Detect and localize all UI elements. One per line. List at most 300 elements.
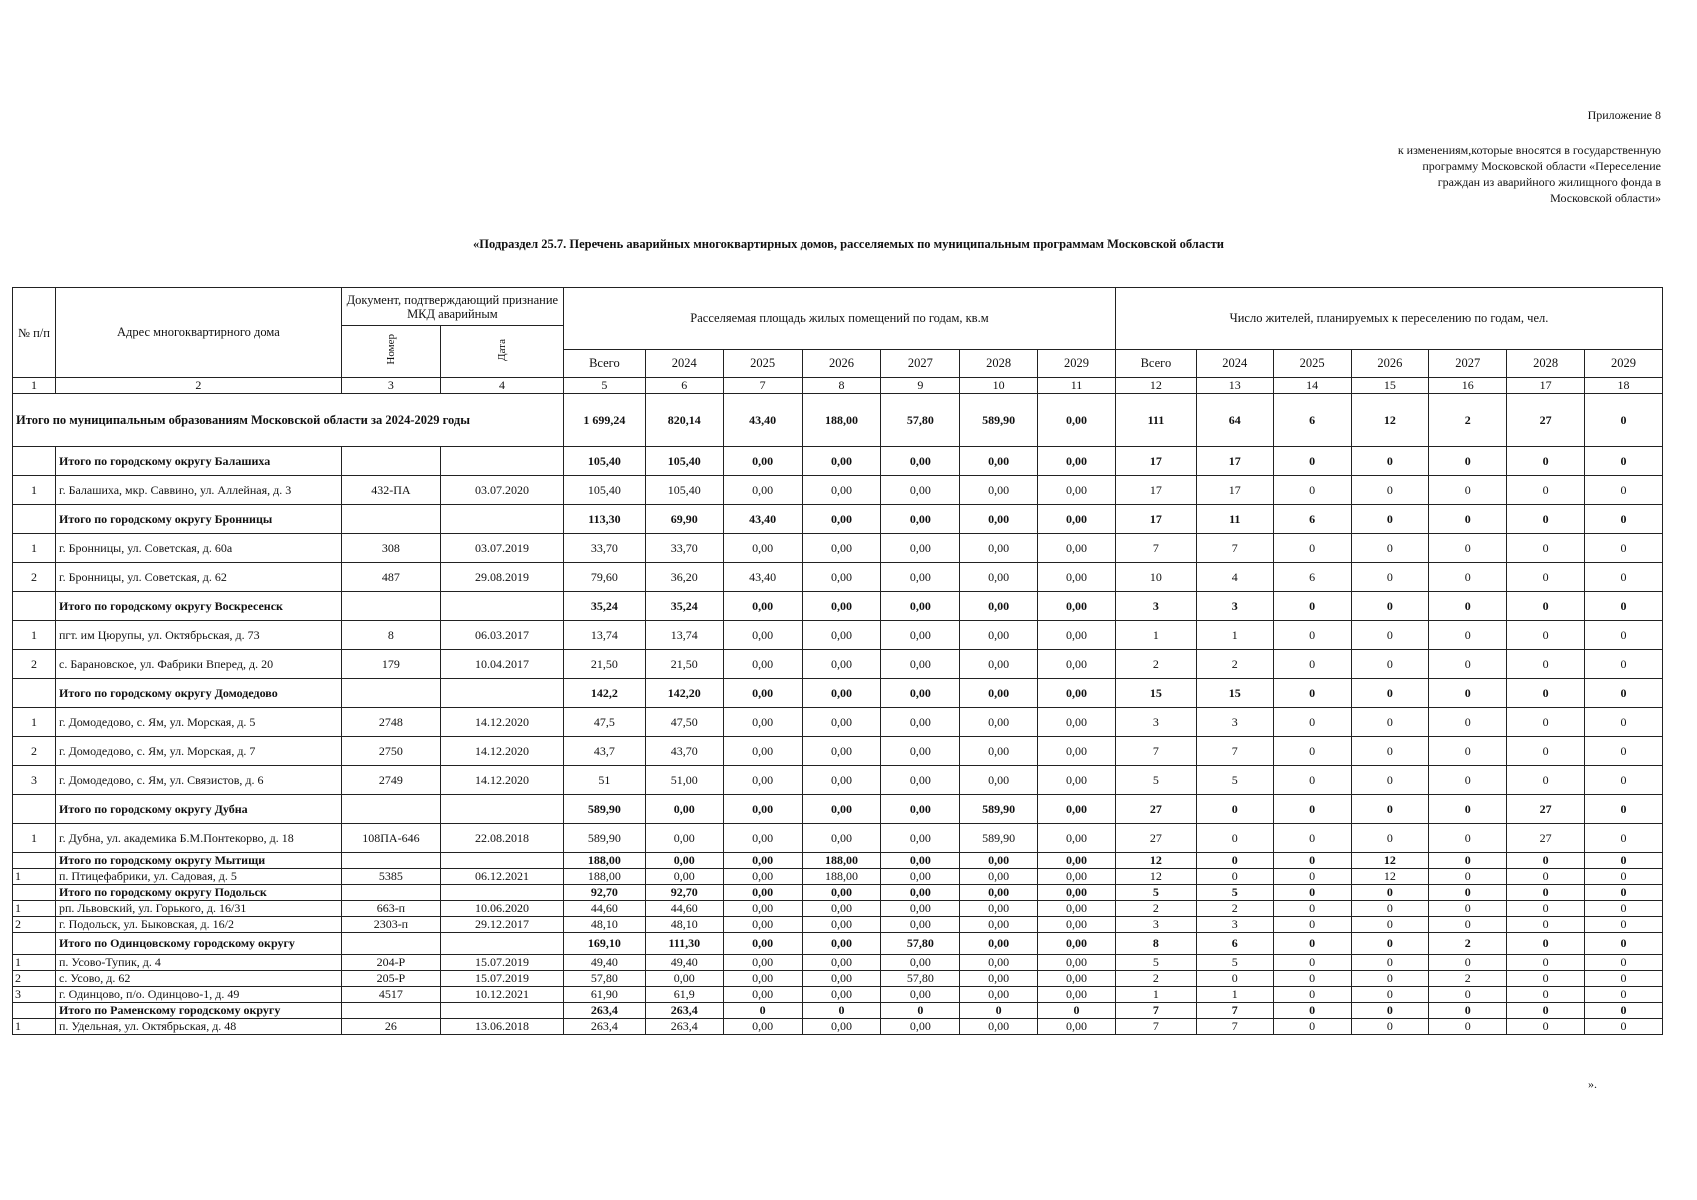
area-cell: 188,00 (563, 853, 645, 869)
area-cell: 0,00 (1038, 869, 1116, 885)
area-cell: 188,00 (802, 853, 881, 869)
area-cell: 0,00 (960, 901, 1038, 917)
row-num-cell: 3 (13, 987, 56, 1003)
residents-cell: 0 (1507, 447, 1585, 476)
area-cell: 0,00 (1038, 917, 1116, 933)
docdate-cell: 03.07.2019 (441, 534, 564, 563)
area-cell: 0,00 (723, 447, 802, 476)
area-cell: 0,00 (881, 824, 960, 853)
residents-cell: 0 (1507, 971, 1585, 987)
area-cell: 33,70 (645, 534, 723, 563)
area-cell: 111,30 (645, 933, 723, 955)
area-cell: 0,00 (802, 737, 881, 766)
area-cell: 0,00 (881, 869, 960, 885)
row-num-cell: 1 (13, 1019, 56, 1035)
area-cell: 0,00 (802, 766, 881, 795)
residents-cell: 0 (1507, 853, 1585, 869)
area-cell: 43,40 (723, 563, 802, 592)
area-cell: 0,00 (1038, 394, 1116, 447)
area-cell: 0 (802, 1003, 881, 1019)
residents-cell: 12 (1351, 853, 1429, 869)
area-cell: 589,90 (960, 795, 1038, 824)
docdate-cell: 13.06.2018 (441, 1019, 564, 1035)
address-cell: п. Птицефабрики, ул. Садовая, д. 5 (56, 869, 342, 885)
docdate-cell: 29.12.2017 (441, 917, 564, 933)
residents-cell: 0 (1273, 708, 1351, 737)
column-number: 13 (1196, 378, 1273, 394)
address-cell: г. Домодедово, с. Ям, ул. Морская, д. 7 (56, 737, 342, 766)
row-num-cell: 2 (13, 650, 56, 679)
residents-cell: 0 (1584, 650, 1662, 679)
residents-cell: 5 (1196, 885, 1273, 901)
residents-cell: 0 (1273, 1019, 1351, 1035)
docdate-cell (441, 592, 564, 621)
area-cell: 57,80 (563, 971, 645, 987)
area-cell: 0,00 (802, 955, 881, 971)
docdate-cell: 15.07.2019 (441, 955, 564, 971)
residents-year-header: Всего (1115, 350, 1196, 378)
area-cell: 0,00 (723, 955, 802, 971)
area-cell: 57,80 (881, 971, 960, 987)
residents-cell: 0 (1429, 766, 1507, 795)
address-cell: г. Одинцово, п/о. Одинцово-1, д. 49 (56, 987, 342, 1003)
area-cell: 0,00 (960, 534, 1038, 563)
column-number: 11 (1038, 378, 1116, 394)
residents-cell: 7 (1196, 1019, 1273, 1035)
residents-cell: 0 (1429, 447, 1507, 476)
area-cell: 92,70 (563, 885, 645, 901)
table-row (13, 534, 1663, 563)
residents-cell: 0 (1429, 853, 1507, 869)
residents-year-header: 2027 (1429, 350, 1507, 378)
residents-cell: 0 (1507, 563, 1585, 592)
residents-cell: 0 (1273, 901, 1351, 917)
area-cell: 0,00 (802, 650, 881, 679)
area-cell: 0,00 (1038, 971, 1116, 987)
area-cell: 0,00 (723, 592, 802, 621)
document-title: «Подраздел 25.7. Перечень аварийных многоквартирных домов, расселяемых по муниципальным программам Московской области (473, 237, 1224, 251)
area-cell: 142,2 (563, 679, 645, 708)
docnum-cell: 487 (341, 563, 440, 592)
column-number-row (13, 378, 1663, 394)
area-cell: 0,00 (960, 1019, 1038, 1035)
docdate-cell: 10.04.2017 (441, 650, 564, 679)
residents-cell: 0 (1429, 476, 1507, 505)
residents-cell: 8 (1115, 933, 1196, 955)
row-num-cell: 1 (13, 476, 56, 505)
area-cell: 0,00 (1038, 933, 1116, 955)
residents-cell: 5 (1115, 885, 1196, 901)
residents-cell: 0 (1351, 1019, 1429, 1035)
residents-year-header: 2024 (1196, 350, 1273, 378)
residents-cell: 0 (1429, 737, 1507, 766)
residents-cell: 0 (1584, 853, 1662, 869)
residents-cell: 12 (1115, 853, 1196, 869)
residents-cell: 2 (1115, 901, 1196, 917)
row-num-cell (13, 592, 56, 621)
residents-cell: 7 (1196, 1003, 1273, 1019)
residents-cell: 0 (1273, 987, 1351, 1003)
area-cell: 57,80 (881, 394, 960, 447)
note-line: Московской области» (1550, 191, 1661, 205)
area-cell: 0,00 (802, 592, 881, 621)
residents-cell: 0 (1507, 885, 1585, 901)
residents-cell: 0 (1584, 447, 1662, 476)
area-cell: 0,00 (881, 853, 960, 869)
area-cell: 0,00 (802, 679, 881, 708)
area-cell: 0,00 (1038, 621, 1116, 650)
appendix-label: Приложение 8 (1587, 108, 1661, 122)
area-cell: 0,00 (881, 592, 960, 621)
residents-cell: 0 (1351, 737, 1429, 766)
area-cell: 47,5 (563, 708, 645, 737)
column-number: 12 (1115, 378, 1196, 394)
area-cell: 13,74 (563, 621, 645, 650)
column-number: 6 (645, 378, 723, 394)
residents-year-header: 2026 (1351, 350, 1429, 378)
area-cell: 0,00 (960, 917, 1038, 933)
area-cell: 0,00 (1038, 708, 1116, 737)
houses-table (12, 287, 1663, 1035)
residents-cell: 0 (1429, 1003, 1507, 1019)
area-cell: 0,00 (802, 824, 881, 853)
residents-cell: 0 (1351, 766, 1429, 795)
area-cell: 0,00 (723, 853, 802, 869)
residents-cell: 0 (1273, 795, 1351, 824)
residents-cell: 0 (1507, 534, 1585, 563)
residents-cell: 0 (1351, 987, 1429, 1003)
area-cell: 0,00 (960, 885, 1038, 901)
residents-cell: 0 (1351, 933, 1429, 955)
area-cell: 0,00 (802, 534, 881, 563)
docdate-cell (441, 885, 564, 901)
docdate-cell (441, 933, 564, 955)
residents-cell: 0 (1584, 766, 1662, 795)
residents-cell: 12 (1115, 869, 1196, 885)
col-docdate-header (441, 326, 564, 378)
residents-cell: 0 (1584, 476, 1662, 505)
residents-cell: 0 (1351, 795, 1429, 824)
residents-cell: 3 (1196, 917, 1273, 933)
residents-cell: 10 (1115, 563, 1196, 592)
residents-cell: 0 (1273, 885, 1351, 901)
area-cell: 0,00 (802, 795, 881, 824)
area-cell: 0,00 (802, 1019, 881, 1035)
residents-cell: 0 (1351, 534, 1429, 563)
area-cell: 0,00 (960, 933, 1038, 955)
area-cell: 92,70 (645, 885, 723, 901)
note-line: к изменениям,которые вносятся в государственную (1397, 143, 1661, 157)
residents-cell: 0 (1507, 476, 1585, 505)
area-cell: 0,00 (881, 708, 960, 737)
area-cell: 169,10 (563, 933, 645, 955)
area-cell: 105,40 (563, 476, 645, 505)
residents-cell: 1 (1196, 621, 1273, 650)
subtotal-label: Итого по Раменскому городскому округу (56, 1003, 342, 1019)
residents-cell: 0 (1507, 505, 1585, 534)
area-cell: 0,00 (881, 766, 960, 795)
area-cell: 0 (960, 1003, 1038, 1019)
docdate-cell: 03.07.2020 (441, 476, 564, 505)
row-num-cell (13, 505, 56, 534)
area-cell: 43,7 (563, 737, 645, 766)
residents-cell: 0 (1429, 592, 1507, 621)
residents-cell: 6 (1273, 505, 1351, 534)
residents-cell: 7 (1115, 737, 1196, 766)
residents-cell: 111 (1115, 394, 1196, 447)
column-number: 15 (1351, 378, 1429, 394)
docnum-cell: 2748 (341, 708, 440, 737)
residents-cell: 0 (1429, 917, 1507, 933)
docdate-cell (441, 679, 564, 708)
docnum-cell: 5385 (341, 869, 440, 885)
address-cell: г. Подольск, ул. Быковская, д. 16/2 (56, 917, 342, 933)
area-cell: 0,00 (960, 766, 1038, 795)
residents-cell: 0 (1584, 534, 1662, 563)
residents-cell: 0 (1507, 955, 1585, 971)
residents-cell: 6 (1273, 563, 1351, 592)
residents-cell: 2 (1115, 650, 1196, 679)
table-row (13, 824, 1663, 853)
docdate-label: Дата (496, 338, 509, 361)
note-line: программу Московской области «Переселение (1422, 159, 1661, 173)
row-num-cell: 1 (13, 869, 56, 885)
area-cell: 105,40 (563, 447, 645, 476)
area-cell: 0,00 (723, 708, 802, 737)
subtotal-label: Итого по Одинцовскому городскому округу (56, 933, 342, 955)
row-num-cell (13, 933, 56, 955)
area-cell: 0,00 (1038, 766, 1116, 795)
area-cell: 0,00 (802, 901, 881, 917)
area-cell: 0,00 (723, 824, 802, 853)
area-cell: 0,00 (1038, 563, 1116, 592)
residents-cell: 0 (1351, 955, 1429, 971)
subtotal-row (13, 933, 1663, 955)
residents-cell: 7 (1115, 534, 1196, 563)
area-cell: 0,00 (1038, 505, 1116, 534)
residents-cell: 0 (1584, 987, 1662, 1003)
col-num-header: № п/п (13, 288, 56, 378)
area-cell: 44,60 (563, 901, 645, 917)
table-row (13, 737, 1663, 766)
residents-cell: 0 (1273, 917, 1351, 933)
grand-total-label: Итого по муниципальным образованиям Московской области за 2024-2029 годы (13, 394, 564, 447)
residents-cell: 0 (1507, 708, 1585, 737)
area-cell: 43,40 (723, 505, 802, 534)
residents-cell: 5 (1115, 955, 1196, 971)
residents-cell: 0 (1429, 885, 1507, 901)
residents-cell: 0 (1584, 563, 1662, 592)
table-row (13, 987, 1663, 1003)
residents-cell: 0 (1273, 621, 1351, 650)
area-cell: 0,00 (1038, 955, 1116, 971)
residents-cell: 0 (1196, 853, 1273, 869)
area-cell: 0,00 (960, 737, 1038, 766)
area-cell: 0,00 (802, 885, 881, 901)
area-cell: 79,60 (563, 563, 645, 592)
address-cell: г. Бронницы, ул. Советская, д. 60а (56, 534, 342, 563)
residents-cell: 0 (1351, 476, 1429, 505)
residents-cell: 4 (1196, 563, 1273, 592)
residents-cell: 0 (1507, 917, 1585, 933)
column-number: 4 (441, 378, 564, 394)
residents-cell: 0 (1507, 869, 1585, 885)
residents-cell: 0 (1273, 869, 1351, 885)
area-cell: 105,40 (645, 476, 723, 505)
area-cell: 0,00 (960, 708, 1038, 737)
residents-cell: 0 (1196, 971, 1273, 987)
area-cell: 0,00 (802, 971, 881, 987)
residents-cell: 6 (1273, 394, 1351, 447)
residents-cell: 0 (1507, 592, 1585, 621)
area-cell: 0,00 (1038, 476, 1116, 505)
area-year-header: 2026 (802, 350, 881, 378)
residents-cell: 0 (1196, 824, 1273, 853)
residents-cell: 0 (1584, 394, 1662, 447)
subtotal-row (13, 795, 1663, 824)
row-num-cell: 1 (13, 534, 56, 563)
residents-cell: 0 (1429, 679, 1507, 708)
table-row (13, 955, 1663, 971)
area-cell: 35,24 (645, 592, 723, 621)
docnum-cell: 2303-п (341, 917, 440, 933)
residents-cell: 3 (1196, 592, 1273, 621)
area-cell: 51,00 (645, 766, 723, 795)
col-docnum-header (341, 326, 440, 378)
residents-cell: 0 (1584, 592, 1662, 621)
row-num-cell: 2 (13, 971, 56, 987)
area-cell: 589,90 (563, 795, 645, 824)
area-cell: 0,00 (645, 795, 723, 824)
table-row (13, 563, 1663, 592)
area-year-header: 2027 (881, 350, 960, 378)
residents-cell: 5 (1115, 766, 1196, 795)
column-number: 17 (1507, 378, 1585, 394)
area-cell: 263,4 (645, 1019, 723, 1035)
residents-cell: 0 (1429, 708, 1507, 737)
area-cell: 0,00 (645, 853, 723, 869)
area-cell: 820,14 (645, 394, 723, 447)
table-row (13, 971, 1663, 987)
area-cell: 0,00 (960, 971, 1038, 987)
residents-cell: 0 (1507, 1003, 1585, 1019)
residents-cell: 0 (1351, 885, 1429, 901)
row-num-cell: 1 (13, 621, 56, 650)
column-number: 18 (1584, 378, 1662, 394)
row-num-cell (13, 679, 56, 708)
residents-cell: 5 (1196, 766, 1273, 795)
area-cell: 0,00 (802, 563, 881, 592)
docdate-cell: 06.12.2021 (441, 869, 564, 885)
residents-cell: 1 (1196, 987, 1273, 1003)
area-cell: 0,00 (723, 869, 802, 885)
docdate-cell: 10.06.2020 (441, 901, 564, 917)
residents-cell: 0 (1584, 1003, 1662, 1019)
docnum-cell (341, 795, 440, 824)
area-cell: 0,00 (960, 679, 1038, 708)
area-cell: 113,30 (563, 505, 645, 534)
residents-cell: 1 (1115, 987, 1196, 1003)
area-cell: 0,00 (1038, 679, 1116, 708)
residents-cell: 27 (1507, 394, 1585, 447)
area-cell: 0,00 (802, 933, 881, 955)
subtotal-row (13, 853, 1663, 869)
table-row (13, 621, 1663, 650)
area-cell: 0,00 (1038, 885, 1116, 901)
area-cell: 0,00 (881, 737, 960, 766)
area-cell: 0,00 (881, 505, 960, 534)
residents-cell: 3 (1115, 708, 1196, 737)
docnum-cell: 308 (341, 534, 440, 563)
area-year-header: Всего (563, 350, 645, 378)
area-cell: 0,00 (723, 534, 802, 563)
residents-year-header: 2029 (1584, 350, 1662, 378)
area-cell: 47,50 (645, 708, 723, 737)
area-cell: 69,90 (645, 505, 723, 534)
row-num-cell (13, 1003, 56, 1019)
table-row (13, 650, 1663, 679)
docdate-cell (441, 505, 564, 534)
area-cell: 0,00 (960, 853, 1038, 869)
residents-cell: 0 (1351, 824, 1429, 853)
area-cell: 0,00 (960, 650, 1038, 679)
residents-cell: 12 (1351, 394, 1429, 447)
column-number: 2 (56, 378, 342, 394)
residents-cell: 0 (1584, 971, 1662, 987)
column-number: 9 (881, 378, 960, 394)
docnum-cell: 2750 (341, 737, 440, 766)
residents-cell: 0 (1351, 917, 1429, 933)
residents-cell: 3 (1115, 917, 1196, 933)
row-num-cell (13, 447, 56, 476)
area-cell: 0,00 (723, 901, 802, 917)
area-cell: 0 (881, 1003, 960, 1019)
area-cell: 36,20 (645, 563, 723, 592)
docnum-cell: 204-Р (341, 955, 440, 971)
residents-cell: 0 (1507, 621, 1585, 650)
residents-cell: 0 (1507, 933, 1585, 955)
area-cell: 0,00 (1038, 737, 1116, 766)
area-cell: 0,00 (1038, 853, 1116, 869)
docdate-cell: 15.07.2019 (441, 971, 564, 987)
area-cell: 0,00 (881, 534, 960, 563)
residents-cell: 7 (1196, 737, 1273, 766)
docdate-cell (441, 1003, 564, 1019)
area-cell: 0,00 (802, 621, 881, 650)
row-num-cell (13, 795, 56, 824)
docnum-cell (341, 447, 440, 476)
area-cell: 0,00 (960, 505, 1038, 534)
residents-cell: 0 (1273, 592, 1351, 621)
residents-cell: 0 (1584, 955, 1662, 971)
residents-cell: 7 (1196, 534, 1273, 563)
residents-cell: 27 (1507, 824, 1585, 853)
area-cell: 0,00 (723, 971, 802, 987)
address-cell: г. Домодедово, с. Ям, ул. Морская, д. 5 (56, 708, 342, 737)
table-row (13, 917, 1663, 933)
area-cell: 142,20 (645, 679, 723, 708)
area-cell: 0,00 (723, 885, 802, 901)
residents-cell: 0 (1273, 476, 1351, 505)
residents-cell: 5 (1196, 955, 1273, 971)
docnum-cell: 205-Р (341, 971, 440, 987)
residents-cell: 0 (1429, 534, 1507, 563)
residents-cell: 7 (1115, 1019, 1196, 1035)
residents-cell: 6 (1196, 933, 1273, 955)
subtotal-label: Итого по городскому округу Дубна (56, 795, 342, 824)
area-cell: 1 699,24 (563, 394, 645, 447)
residents-cell: 0 (1584, 869, 1662, 885)
